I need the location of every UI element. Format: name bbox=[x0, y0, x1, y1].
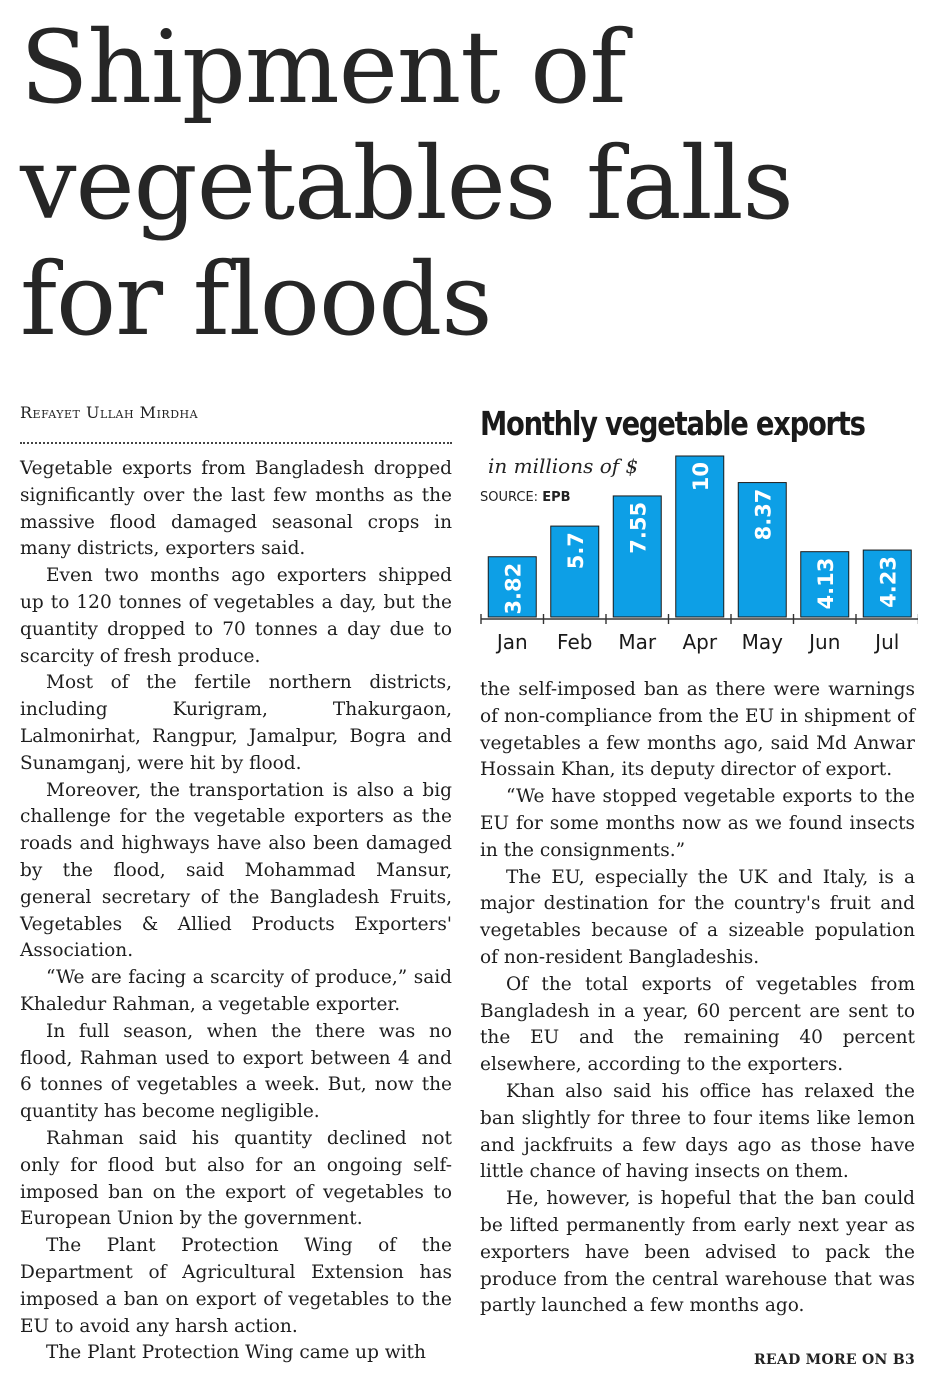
paragraph: Even two months ago exporters shipped up to 120 tonnes of vegetables a day, but the quantity dropped to 70 tonnes a day due to scarcity of fresh produce. bbox=[20, 565, 452, 667]
paragraph: He, however, is hopeful that the ban could be lifted permanently from early next year as exporters have been advised to pack the produce from the central warehouse that was partly launched a few months ago. bbox=[480, 1188, 915, 1317]
chart-title: Monthly vegetable exports bbox=[480, 404, 865, 443]
chart-plot bbox=[478, 404, 918, 664]
read-more-link[interactable]: READ MORE ON B3 bbox=[754, 1352, 915, 1368]
headline-line-1: Shipment of bbox=[20, 9, 626, 126]
bar-value-label: 4.23 bbox=[876, 556, 901, 608]
paragraph: The Plant Protection Wing of the Department of Agricultural Extension has imposed a ban on export of vegetables to the EU to avoid any harsh action. bbox=[20, 1235, 452, 1337]
byline: Refayet Ullah Mirdha bbox=[20, 403, 199, 422]
headline-line-2: vegetables falls bbox=[20, 125, 793, 242]
x-tick-label: May bbox=[741, 630, 783, 654]
chart-source-label: SOURCE: bbox=[480, 490, 539, 505]
paragraph: The Plant Protection Wing came up with bbox=[46, 1342, 426, 1364]
paragraph: “We have stopped vegetable exports to the EU for some months now as we found insects in the consignments.” bbox=[480, 786, 915, 861]
paragraph: Of the total exports of vegetables from Bangladesh in a year, 60 percent are sent to the EU and the remaining 40 percent elsewhere, according to the exporters. bbox=[480, 973, 915, 1076]
headline-line-3: for floods bbox=[20, 241, 492, 358]
chart-source-value: EPB bbox=[542, 490, 571, 505]
paragraph: In full season, when the there was no flood, Rahman used to export between 4 and 6 tonnes of vegetables a week. But, now the quantity has become negligible. bbox=[20, 1020, 452, 1123]
byline-divider bbox=[20, 442, 452, 444]
bar-value-label: 8.37 bbox=[751, 488, 776, 541]
export-chart bbox=[478, 404, 918, 664]
bar-value-label: 4.13 bbox=[813, 557, 838, 610]
x-tick-label: Mar bbox=[618, 630, 657, 654]
article-column-left bbox=[20, 456, 452, 1367]
paragraph: the self-imposed ban as there were warnings of non-compliance from the EU in shipment of vegetables a few months ago, said Md Anwar Hossain Khan, its deputy director of export. bbox=[480, 679, 915, 781]
x-tick-label: Jul bbox=[875, 630, 900, 654]
paragraph: Moreover, the transportation is also a big challenge for the vegetable exporters as the roads and highways have also been damaged by the flood, said Mohammad Mansur, general secretary of the Bangladesh Fruits, Vegetables & Allied Products Exporters' Association. bbox=[20, 779, 452, 962]
paragraph: Rahman said his quantity declined not only for flood but also for an ongoing self-imposed ban on the export of vegetables to European Union by the government. bbox=[20, 1127, 452, 1230]
bar-value-label: 5.7 bbox=[563, 532, 588, 570]
x-tick-label: Jan bbox=[496, 630, 528, 654]
paragraph: Vegetable exports from Bangladesh dropped significantly over the last few months as the massive flood damaged seasonal crops in many districts, exporters said. bbox=[20, 458, 452, 560]
paragraph: Most of the fertile northern districts, including Kurigram, Thakurgaon, Lalmonirhat, Rangpur, Jamalpur, Bogra and Sunamganj, were hit by flood. bbox=[20, 672, 452, 774]
paragraph: “We are facing a scarcity of produce,” said Khaledur Rahman, a vegetable exporter. bbox=[20, 967, 452, 1015]
paragraph: Khan also said his office has relaxed the ban slightly for three to four items like lemon and jackfruits a few days ago as those have little chance of having insects on them. bbox=[480, 1080, 915, 1183]
chart-subtitle: in millions of $ bbox=[488, 454, 639, 478]
x-tick-label: Apr bbox=[682, 630, 718, 654]
bar-value-label: 10 bbox=[688, 462, 713, 492]
x-tick-label: Jun bbox=[809, 630, 841, 654]
paragraph: The EU, especially the UK and Italy, is a major destination for the country's fruit and vegetables because of a sizeable population of non-resident Bangladeshis. bbox=[480, 866, 915, 968]
bar-value-label: 7.55 bbox=[626, 501, 651, 554]
x-tick-label: Feb bbox=[557, 630, 593, 654]
bar-value-label: 3.82 bbox=[501, 562, 526, 615]
headline bbox=[20, 10, 920, 358]
article-column-right bbox=[480, 677, 915, 1320]
